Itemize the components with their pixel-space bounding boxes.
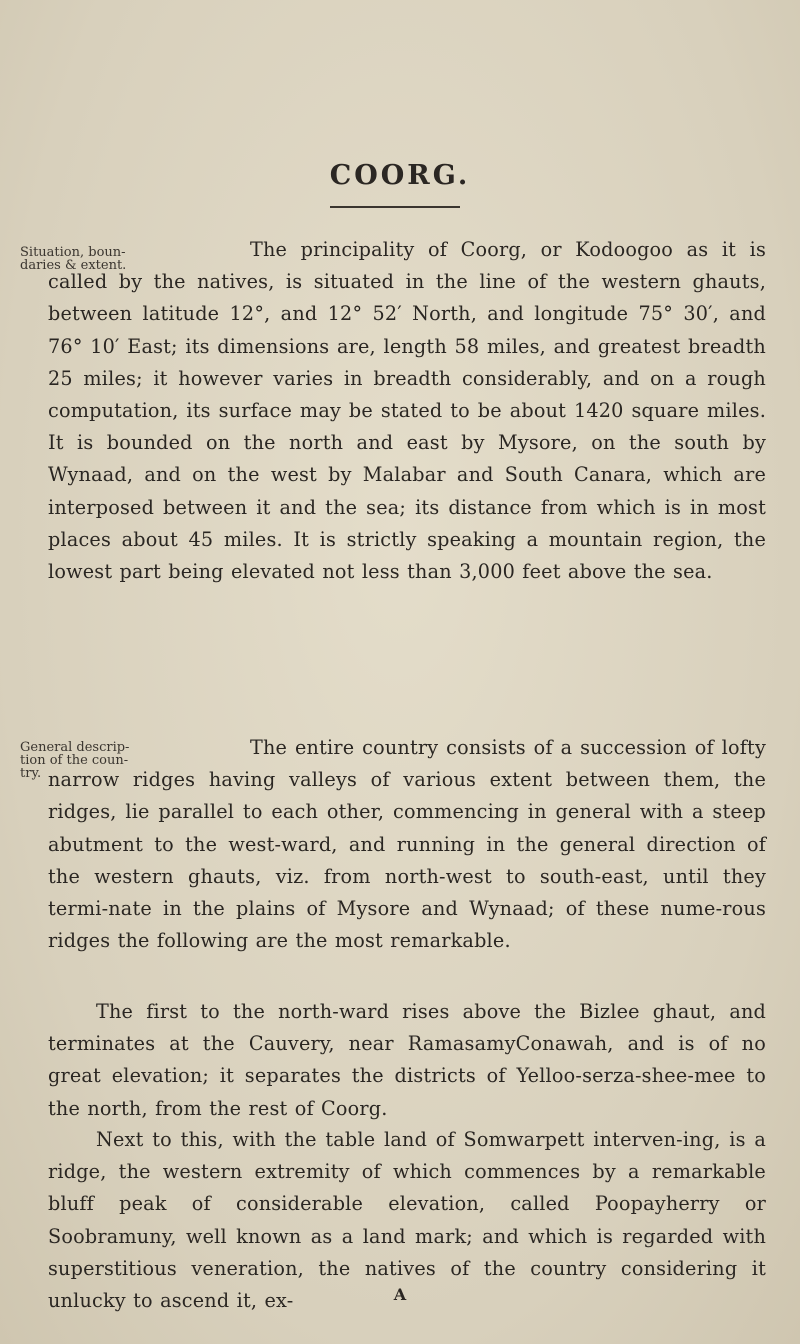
sidenote-description: General descrip- tion of the coun- try. xyxy=(20,740,130,781)
sidenote-situation: Situation, boun- daries & extent. xyxy=(20,245,127,273)
page-title: COORG. xyxy=(329,160,471,191)
paragraph-description: The entire country consists of a succession of lofty narrow ridges having valleys of various extent between them, the ridges, lie parallel to each other, commencing in general with a steep abutment to the west-ward, and running in the general direction of the western ghauts, viz. from north-west to south-east, until they termi-nate in the plains of Mysore and Wynaad; of these nume-rous ridges the following are the most remarkable. xyxy=(48,736,766,953)
paragraph-first-ridge: The first to the north-ward rises above the Bizlee ghaut, and terminates at the Cauvery, near RamasamyConawah, and is of no great elevation; it separates the districts of Yelloo-serza-shee-mee to the north, from the rest of Coorg. xyxy=(48,1000,766,1120)
paragraph-second-ridge: Next to this, with the table land of Somwarpett interven-ing, is a ridge, the western extremity of which commences by a remarkable bluff peak of considerable elevation, called Poopayherry or Soobramuny, well known as a land mark; and which is regarded with superstitious veneration, the natives of the country considering it unlucky to ascend it, ex- xyxy=(48,1128,766,1313)
signature-mark: A xyxy=(393,1285,407,1304)
title-rule xyxy=(330,206,460,208)
paragraph-situation: The principality of Coorg, or Kodoogoo as it is called by the natives, is situated in the line of the western ghauts, between latitude 12°, and 12° 52′ North, and longitude 75° 30′, and 76° 10′ East; its dimensions are, length 58 miles, and greatest breadth 25 miles; it however varies in breadth considerably, and on a rough computation, its surface may be stated to be about 1420 square miles. It is bounded on the north and east by Mysore, on the south by Wynaad, and on the west by Malabar and South Canara, which are interposed between it and the sea; its distance from which is in most places about 45 miles. It is strictly speaking a mountain region, the lowest part being elevated not less than 3,000 feet above the sea. xyxy=(48,238,766,584)
